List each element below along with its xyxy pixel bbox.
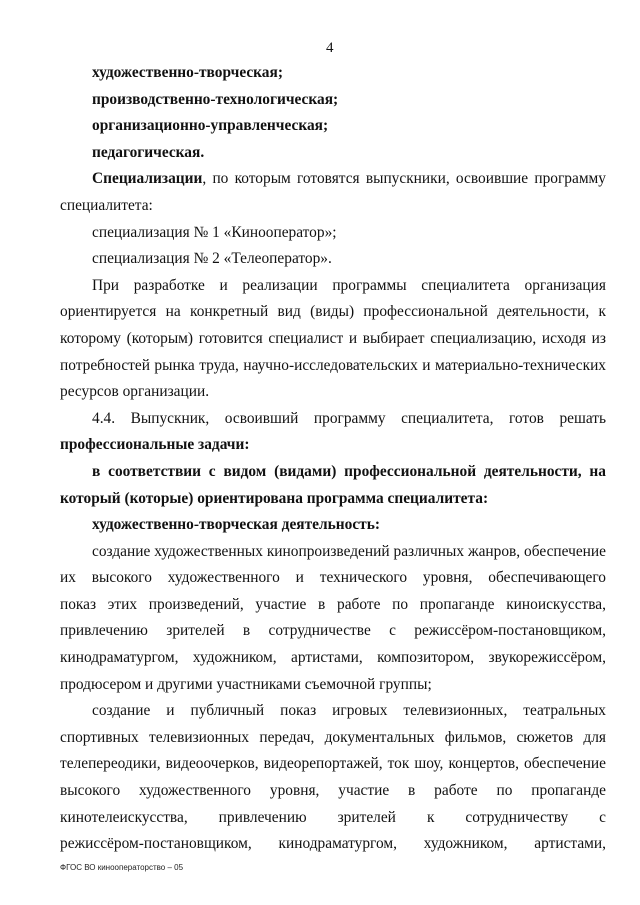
document-footer: ФГОС ВО кинооператорство – 05 [60, 863, 184, 872]
paragraph-line: создание и публичный показ игровых телевизионных, театральных [92, 702, 606, 720]
specializations-heading: Специализации [92, 170, 203, 188]
specialization-item: специализация № 2 «Телеоператор». [92, 250, 332, 268]
paragraph-line: ресурсов организации. [60, 383, 210, 401]
specializations-intro-line2: специалитета: [60, 196, 153, 214]
activity-item: педагогическая. [92, 143, 205, 161]
activity-item: художественно-творческая; [92, 64, 283, 81]
specialization-item: специализация № 1 «Кинооператор»; [92, 223, 337, 241]
paragraph-line: показ этих произведений, участие в работе по пропаганде киноискусства, [60, 595, 606, 613]
activity-item: организационно-управленческая; [92, 117, 329, 135]
subheading-line: который (которые) ориентирована программа специалитета: [60, 489, 489, 507]
subheading-line: в соответствии с видом (видами) профессиональной деятельности, на [92, 462, 606, 480]
section-4-4-line: 4.4. Выпускник, освоивший программу специалитета, готов решать [92, 409, 606, 427]
paragraph-line: спортивных телевизионных передач, документальных фильмов, сюжетов для [60, 728, 606, 746]
paragraph-line: кинодраматургом, художником, артистами, композитором, звукорежиссёром, [60, 649, 606, 667]
professional-tasks-heading: профессиональные задачи: [60, 436, 250, 454]
page-number: 4 [326, 40, 334, 56]
document-body [60, 60, 606, 858]
specializations-intro-line [60, 166, 606, 193]
paragraph-line: которому (которым) готовится специалист и выбирает специализацию, исходя из [60, 329, 606, 347]
paragraph-line: телепереодики, видеоочерков, видеорепортажей, ток шоу, концертов, обеспечение [60, 755, 606, 773]
paragraph-line: привлечению зрителей в сотрудничестве с режиссёром-постановщиком, [60, 622, 606, 640]
specializations-intro-rest: , по которым готовятся выпускники, освоившие программу [202, 170, 606, 188]
paragraph-line: ориентируется на конкретный вид (виды) профессиональной деятельности, к [60, 303, 606, 321]
paragraph-line: режиссёром-постановщиком, кинодраматургом, художником, артистами, [60, 835, 606, 853]
paragraph-line: кинотелеискусства, привлечению зрителей к сотрудничеству с [60, 808, 606, 826]
paragraph-line: При разработке и реализации программы специалитета организация [92, 276, 606, 294]
paragraph-line: продюсером и другими участниками съемочной группы; [60, 675, 432, 693]
paragraph-line: высокого художественного уровня, участие в работе по пропаганде [60, 782, 606, 800]
activity-heading: художественно-творческая деятельность: [92, 516, 380, 534]
paragraph-line: потребностей рынка труда, научно-исследовательских и материально-технических [60, 356, 606, 374]
activity-item: производственно-технологическая; [92, 90, 339, 108]
paragraph-line: создание художественных кинопроизведений различных жанров, обеспечение [92, 542, 606, 560]
paragraph-line: их высокого художественного и технического уровня, обеспечивающего [60, 569, 606, 587]
